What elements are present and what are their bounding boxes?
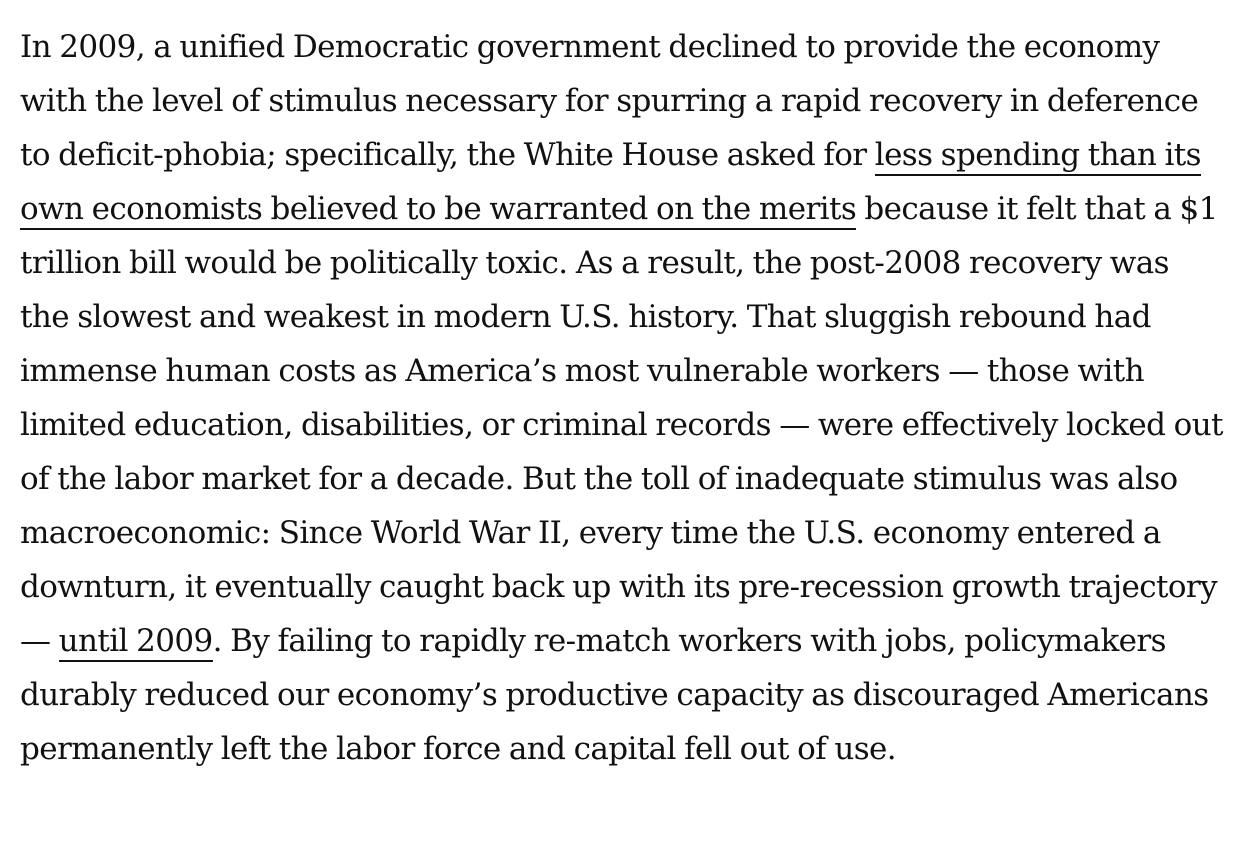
paragraph-text-part-2: because it felt that a $1 trillion bill would be politically toxic. As a result, the post-2008 recovery was the slowest and weakest in modern U.S. history. That sluggish rebound had immense human costs as America’s most vulnerable workers — those with limited education, disabilities, or criminal records — were effectively locked out of the labor market for a decade. But the toll of inadequate stimulus was also macroeconomic: Since World War II, every time the U.S. economy entered a downturn, it eventually caught back up with its pre-recession growth trajectory —: [20, 191, 1223, 659]
paragraph-text-part-1: In 2009, a unified Democratic government declined to provide the economy with the level of stimulus necessary for spurring a rapid recovery in deference to deficit-phobia; specifically, the White House asked for: [20, 29, 1199, 173]
link-until-2009[interactable]: until 2009: [59, 623, 213, 662]
link-less-spending[interactable]: less spending than its own economists believed to be warranted on the merits: [20, 137, 1201, 230]
article-body: [20, 20, 1225, 776]
paragraph-text-part-3: . By failing to rapidly re-match workers with jobs, policymakers durably reduced our economy’s productive capacity as discouraged Americans permanently left the labor force and capital fell out of use.: [20, 623, 1209, 767]
article-paragraph: [20, 20, 1225, 776]
